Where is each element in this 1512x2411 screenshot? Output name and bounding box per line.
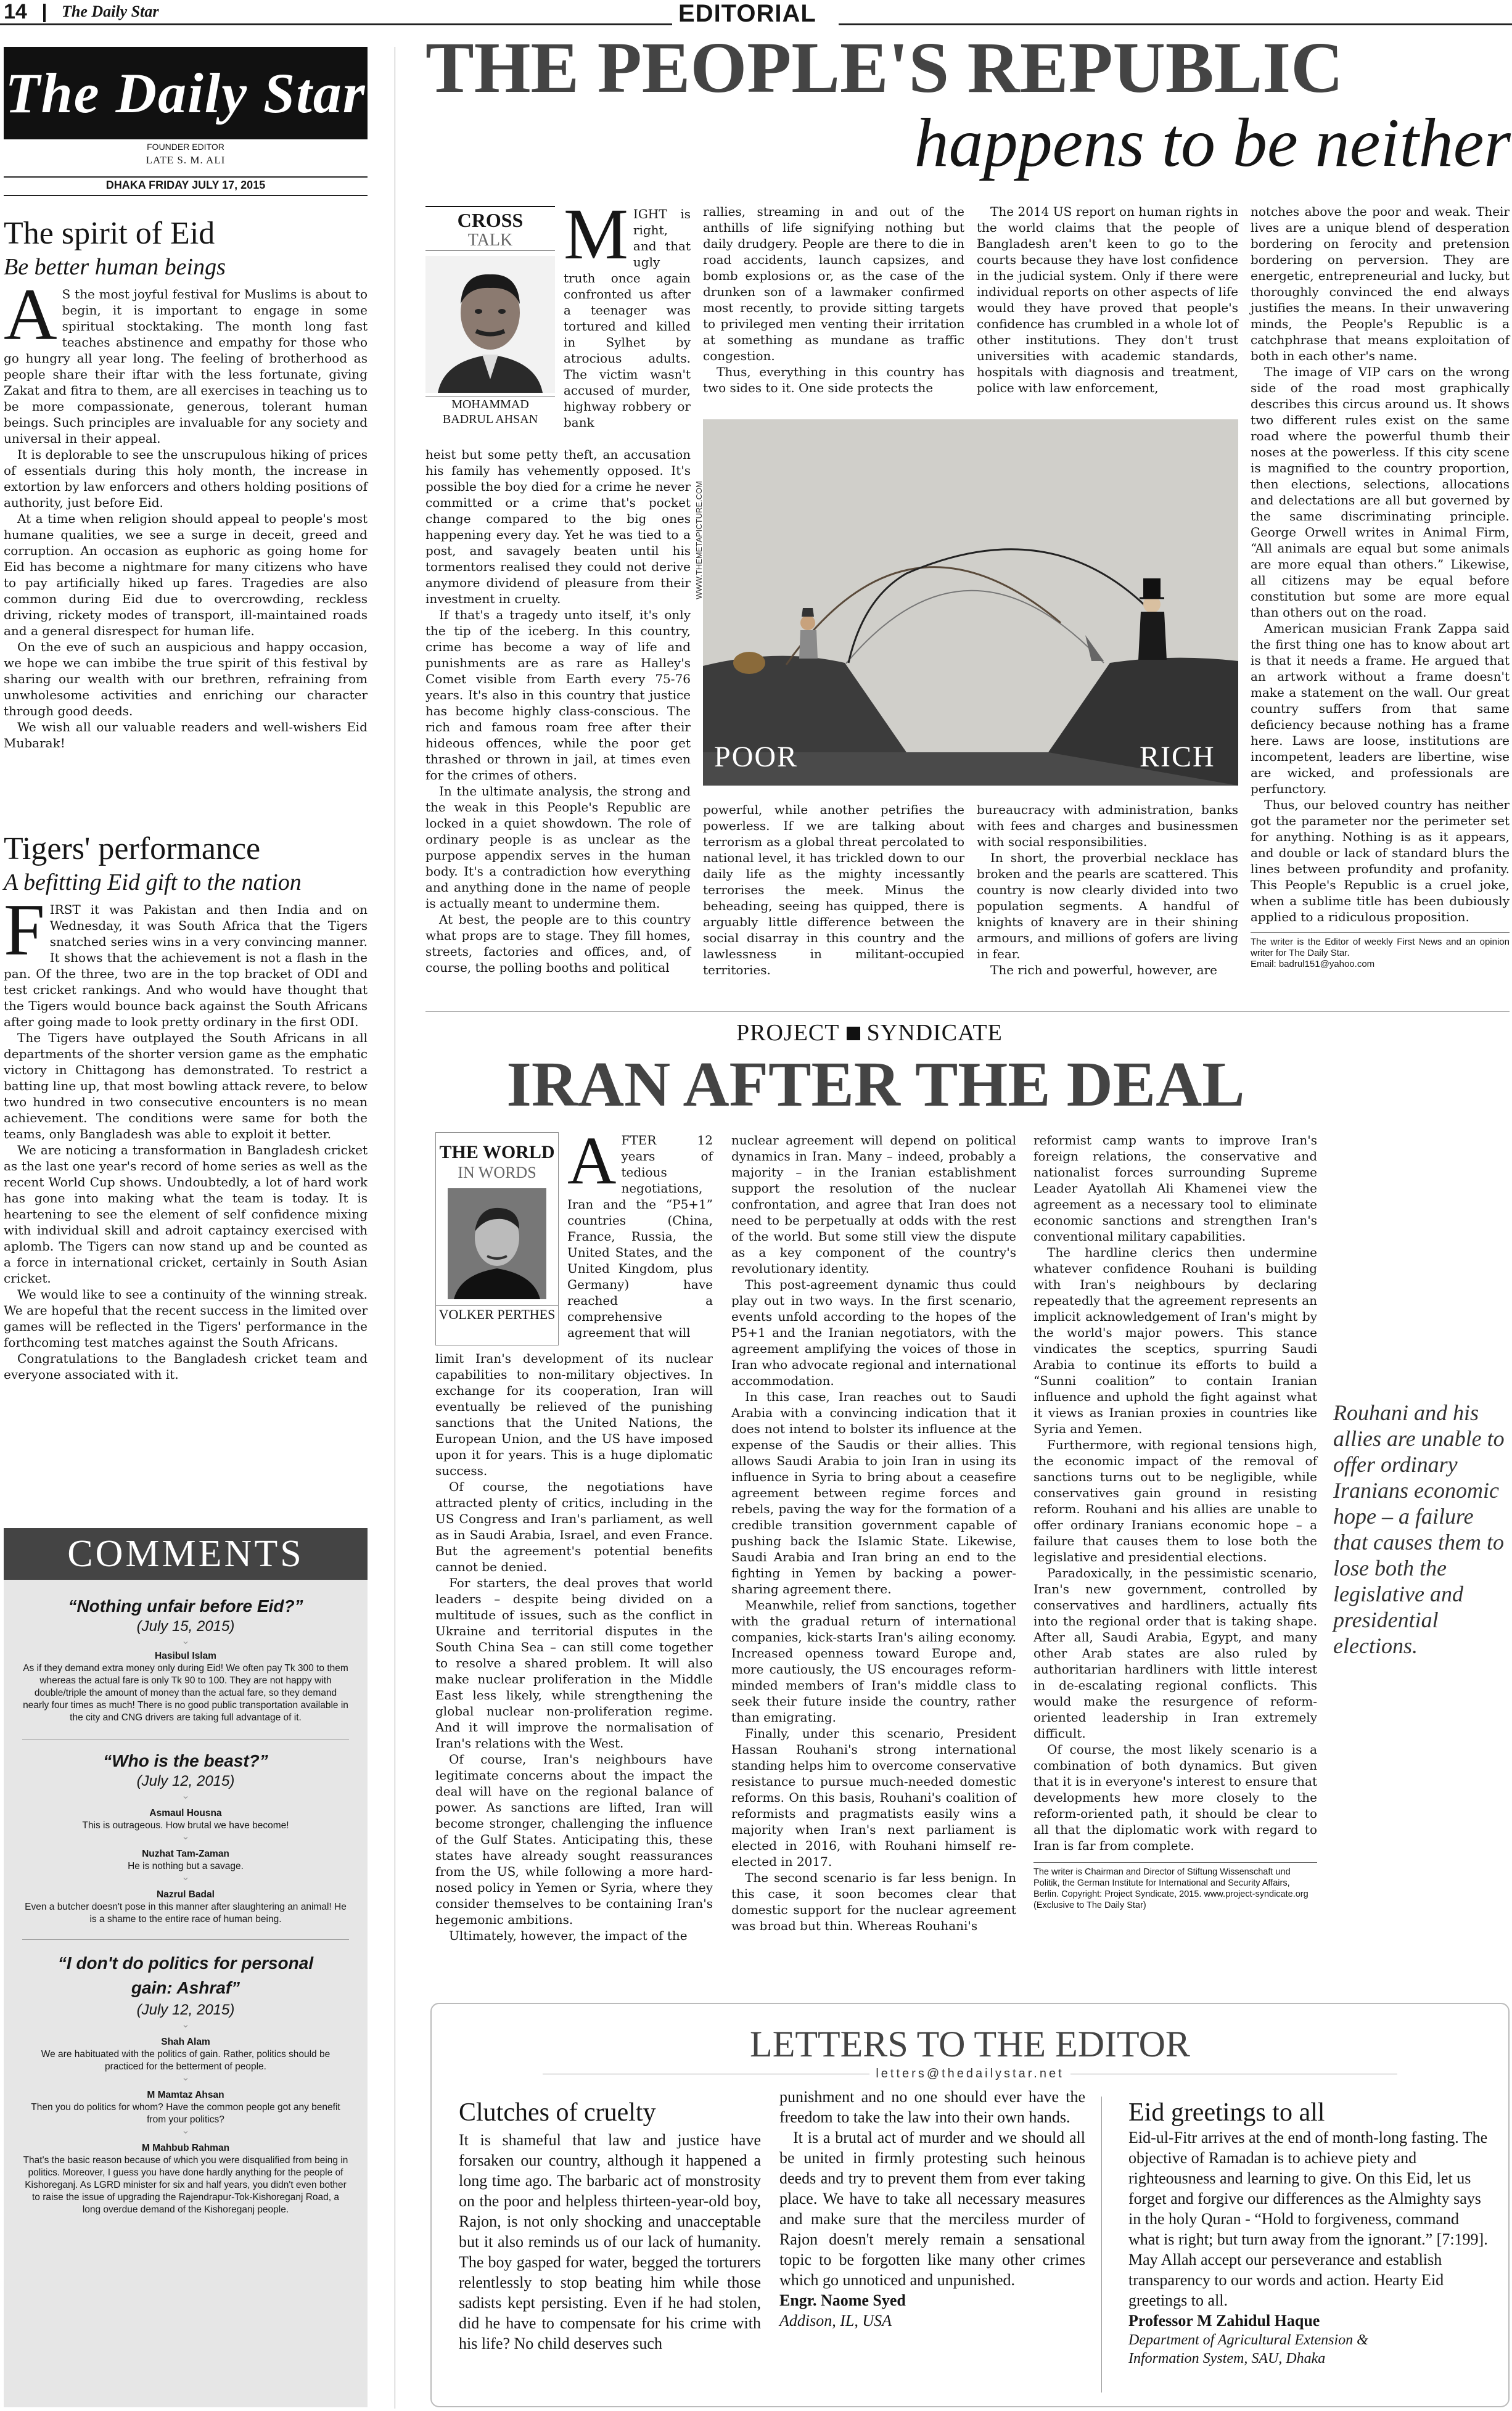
project-syndicate-logo bbox=[736, 1019, 1003, 1044]
main-para: In short, the proverbial necklace has broken and the pearls are scattered. This country is now clearly divided into two population segments. A handful of knights of knavery are in their shining armours, and millions of gofers are living in fear. bbox=[977, 850, 1238, 961]
letter-1-title: Clutches of cruelty bbox=[459, 2098, 656, 2127]
letter-2-affiliation: Department of Agricultural Extension & bbox=[1128, 2332, 1368, 2348]
masthead-logo: The Daily Star bbox=[5, 62, 366, 125]
tigers-body bbox=[4, 889, 368, 1382]
comment-text: Then you do politics for whom? Have the common people got any benefit from your politics? bbox=[31, 2102, 340, 2125]
eid-para: It is deplorable to see the unscrupulous hiking of prices of essentials during this holy month, the increase in extortion by law enforcers and others holding positions of authority, just before Eid. bbox=[4, 447, 368, 510]
main-para: rallies, streaming in and out of the anthills of life signifying nothing but daily drudgery. People are there to die in road accidents, launch capsizes, and bomb explosions or, as the case of the drunken son of a lawmaker confirmed most recently, to provide sitting targets to privileged men venting their irritation at something as mundane as traffic congestion. bbox=[703, 204, 964, 363]
chevron-down-icon: ⌄ bbox=[181, 1872, 190, 1883]
eid-subtitle: Be better human beings bbox=[4, 254, 226, 280]
tigers-para: Congratulations to the Bangladesh cricket team and everyone associated with it. bbox=[4, 1351, 368, 1382]
main-para: Thus, everything in this country has two sides to it. One side protects the bbox=[703, 364, 964, 395]
main-para: At best, the people are to this country what props are to stage. They fill homes, streets, factories and offices, and, of course, the polling booths and political bbox=[425, 912, 691, 975]
eid-para: We wish all our valuable readers and well-wishers Eid Mubarak! bbox=[4, 720, 368, 750]
tigers-para: We are noticing a transformation in Bangladesh cricket as the last one year's record of home series as well as the recent World Cup shows. Undoubtedly, a lot of hard work has gone into making what the team is today. It is heartening to see the element of self confidence mixing with individual skill and adroit captaincy exercised with aplomb. The Tigers can now stand up and be counted as a force in international cricket, certainly in South Asian cricket. bbox=[4, 1143, 368, 1286]
cross-talk-box bbox=[425, 206, 555, 442]
tigers-subtitle: A befitting Eid gift to the nation bbox=[4, 869, 302, 895]
letter-1-col1: It is shameful that law and justice have forsaken our country, although it happened a long time ago. The barbaric act of monstrosity on the poor and helpless thirteen-year-old boy, Rajon, is not only shocking and unacceptable but it also reminds us of our lack of humanity. The boy gasped for water, begged the torturers relentlessly to stop beating him while those sadists kept persisting. Even if he had stolen, did he have to compensate for his crime with his life? No child deserves such bbox=[459, 2131, 761, 2352]
comment-text: This is outrageous. How brutal we have become! bbox=[82, 1820, 289, 1831]
tigers-dropcap: F bbox=[4, 889, 45, 971]
world-in-words-box bbox=[435, 1132, 559, 1345]
eid-para: S the most joyful festival for Muslims is about to begin, it is important to engage in some spiritual stocktaking. The month long fast teaches abstinence and empathy for those who go hungry all year long. The feeling of brotherhood as people share their iftar with the less fortunate, giving Zakat and fitra to them, are all exercises in teaching us to be more compassionate, generous, tolerant human beings. Such principles are invaluable for any society and universal in their appeal. bbox=[4, 287, 368, 446]
header-rule bbox=[0, 23, 672, 25]
iran-para: reformist camp wants to improve Iran's foreign relations, the conservative and nationalist forces surrounding Supreme Leader Ayatollah Ali Khamenei view the agreement as a necessary tool to eliminate economic sanctions and strengthen Iran's conventional military capabilities. bbox=[1033, 1133, 1317, 1244]
letter-1-para: punishment and no one should ever have the freedom to take the law into their own hands. bbox=[779, 2088, 1085, 2126]
tigers-para: We would like to see a continuity of the winning streak. We are hopeful that the recent success in the limited over games will be reflected in the Tigers' performance in the forthcoming test matches against the South Africans. bbox=[4, 1287, 368, 1350]
iran-para: Furthermore, with regional tensions high, the economic impact of the removal of sanctions turns out to be negligible, while conservatives gain ground in resisting reform. Rouhani and his allies are unable to offer ordinary Iranians economic hope – a failure that causes them to lose both the legislative and presidential elections. bbox=[1033, 1437, 1317, 1564]
eid-para: On the eve of such an auspicious and happy occasion, we hope we can imbibe the true spirit of this festival by sharing our wealth with our brethren, refraining from unwholesome activities and enriching our character through good deeds. bbox=[4, 639, 368, 718]
iran-para: Meanwhile, relief from sanctions, together with the gradual return of international companies, kick-starts Iran's ailing economy. Increased openness toward Europe and, more cautiously, the US encourages reform-minded members of Iran's middle class to seek their future inside the country, rather than emigrating. bbox=[731, 1598, 1016, 1725]
main-para: If that's a tragedy unto itself, it's only the tip of the iceberg. In this country, crime has become a way of life and punishments are as rare as Halley's Comet visible from Earth every 75-76 years. It's also in this country that justice has become highly class-conscious. The rich and famous roam free after their hideous offences, while the poor get thrashed or thrown in jail, at times even for the crimes of others. bbox=[425, 607, 691, 782]
iran-para: Ultimately, however, the impact of the bbox=[449, 1928, 688, 1943]
iran-col2 bbox=[731, 1132, 1016, 1934]
iran-para: Of course, the most likely scenario is a combination of both dynamics. But given that it is in everyone's interest to ensure that developments hew more closely to the reform-oriented path, it should be clear to all that the diplomatic work with regard to Iran is far from complete. bbox=[1033, 1742, 1317, 1853]
dateline-rule-bottom bbox=[4, 195, 368, 196]
letter-2-signature: Professor M Zahidul Haque bbox=[1128, 2312, 1320, 2330]
main-col3-top bbox=[977, 203, 1238, 396]
main-para: IGHT is right, and that ugly truth once again confronted us after a teenager was tortured and killed in Sylhet by atrocious adults. The victim wasn't accused of murder, highway robbery or bank bbox=[564, 207, 691, 430]
tigers-editorial bbox=[4, 830, 368, 1382]
logo-right: SYNDICATE bbox=[866, 1020, 1003, 1046]
page-number: 14 bbox=[4, 0, 27, 23]
header-divider bbox=[43, 4, 46, 22]
iran-para: FTER 12 years of tedious negotiations, Iran and the “P5+1” countries (China, France, Russia, the United States, and the United Kingdom, plus Germany) have reached a comprehensive agreement that will bbox=[567, 1133, 713, 1340]
header-masthead: The Daily Star bbox=[62, 2, 159, 20]
letter-1-col2 bbox=[779, 2087, 1085, 2331]
header-rule-right bbox=[839, 23, 1512, 25]
column-label-2: TALK bbox=[425, 231, 555, 251]
main-para: Thus, our beloved country has neither got the parameter nor the perimeter set for anything. Nothing is as it appears, and double or lack of standard blurs the lines between profundity and profanity. This People's Republic is a cruel joke, when a sublime title has been dubiously applied to a ridiculous proposition. bbox=[1251, 797, 1510, 924]
main-bio bbox=[1251, 932, 1510, 970]
tigers-title: Tigers' performance bbox=[4, 831, 261, 866]
dateline: DHAKA FRIDAY JULY 17, 2015 bbox=[105, 179, 266, 191]
chevron-down-icon: ⌄ bbox=[181, 2126, 190, 2136]
letter-1-signature: Engr. Naome Syed bbox=[779, 2291, 906, 2309]
author-name-2: BADRUL AHSAN bbox=[442, 413, 538, 426]
iran-top-rule bbox=[425, 1011, 1510, 1012]
comment-name: Nuzhat Tam-Zaman bbox=[142, 1849, 229, 1859]
dateline-rule-top bbox=[4, 176, 368, 178]
letter-1-para: It is a brutal act of murder and we should all be united in firmly protesting such heinous deeds and try to prevent them from ever taking place. We have to take all necessary measures and make sure that the merciless murder of Rajon doesn't merely remain a sensational topic to be forgotten like many other crimes which go unnoticed and unpunished. bbox=[779, 2129, 1085, 2289]
iran-bio: The writer is Chairman and Director of Stiftung Wissenschaft und Politik, the German Institute for International and Security Affairs, Berlin. Copyright: Project Syndicate, 2015. www.project-syndicate.org (Exclusive to The Daily Star) bbox=[1033, 1862, 1317, 1911]
letter-2-body: Eid-ul-Fitr arrives at the end of month-long fasting. The objective of Ramadan is to achieve piety and righteousness and learning to give. On this Eid, let us forget and forgive our differences as the Almighty says in the holy Quran - “Hold to forgiveness, command what is right; but turn away from the ignorant.” [7:199]. May Allah accept our perseverance and establish transparency to our words and action. Hearty Eid greetings to all. bbox=[1128, 2129, 1488, 2309]
main-para: American musician Frank Zappa said the first thing one has to know about art is that it needs a frame. He argued that an artwork without a frame doesn't make a statement on the wall. Our great country suffers from that same deficiency because nothing has a frame here. Laws are loose, institutions are incompetent, leaders are libertine, wise are wicked, and professionals are perfunctory. bbox=[1251, 621, 1510, 796]
cartoon-credit: WWW.THEMETAPICTURE.COM bbox=[694, 481, 704, 599]
eid-dropcap: A bbox=[4, 273, 57, 355]
main-bio-email: Email: badrul151@yahoo.com bbox=[1251, 959, 1375, 969]
comment-name: M Mahbub Rahman bbox=[141, 2143, 230, 2153]
main-bio-text: The writer is the Editor of weekly First News and an opinion writer for The Daily Star. bbox=[1251, 937, 1510, 958]
main-para: notches above the poor and weak. Their lives are a unique blend of desperation bordering on ferocity and pretension bordering on perversion. They are energetic, entrepreneurial and lucky, but thoroughly convinced the end always justifies the means. In their unwavering minds, the People's Republic is a catchphrase that means exploitation of both in each other's name. bbox=[1251, 204, 1510, 363]
main-col3-bottom bbox=[977, 802, 1238, 978]
iran-author-photo bbox=[448, 1188, 546, 1299]
iran-para: Paradoxically, in the pessimistic scenario, Iran's new government, controlled by conservatives and hardliners, actually fits into the regional order that is taking shape. After all, Saudi Arabia, Egypt, and many other Arab states are also ruled by authoritarian hardliners with little interest in de-escalating regional conflicts. This would make the resurgence of reform-oriented leadership in Iran extremely difficult. bbox=[1033, 1566, 1317, 1741]
iran-pullquote: Rouhani and his allies are unable to offer ordinary Iranians economic hope – a failure that causes them to lose both the legislative and presidential elections. bbox=[1333, 1400, 1505, 1658]
comments-divider bbox=[22, 1939, 349, 1940]
main-headline: THE PEOPLE'S REPUBLIC bbox=[425, 27, 1344, 108]
founder-label: FOUNDER EDITOR bbox=[147, 142, 224, 152]
letter-2 bbox=[1128, 2098, 1490, 2368]
cartoon bbox=[694, 419, 1238, 786]
author-name: MOHAMMAD bbox=[425, 396, 555, 412]
main-para: heist but some petty theft, an accusation his family has vehemently opposed. It's possible the boy died for a crime he never committed or a crime that's pocket change compared to the big ones happening every day. Yet he was tied to a post, and savagely beaten until his tormentors realised they could not derive anymore dividend of pleasure from their investment in cruelty. bbox=[425, 447, 691, 606]
iran-para: Finally, under this scenario, President Hassan Rouhani's strong international standing helps him to overcome conservative resistance to pursue much-needed domestic reforms. On this basis, Rouhani's coalition of reformists and pragmatists easily wins a majority when Iran's next parliament is elected in 2016, with Rouhani himself re-elected in 2017. bbox=[731, 1726, 1016, 1869]
main-para: The 2014 US report on human rights in the world claims that the people of Bangladesh aren't keen to go to the courts because they have lost confidence in the judicial system. Only if there were individual reports on other aspects of life would they have proved that people's confidence has crumbled in a whole lot of other institutions. They don't trust universities with academic standards, hospitals with diagnosis and treatment, police with law enforcement, bbox=[977, 204, 1238, 395]
letter-2-affiliation-2: Information System, SAU, Dhaka bbox=[1128, 2351, 1326, 2367]
tigers-para: IRST it was Pakistan and then India and on Wednesday, it was South Africa that the Tigers snatched series wins in a very convincing manner. It shows that the achievement is not a flash in the pan. Of the three, two are in the top bracket of ODI and test cricket rankings. And who would have thought that the Tigers would bounce back against the South Africans after going made to look pretty ordinary in the first ODI. bbox=[4, 902, 368, 1029]
chevron-down-icon: ⌄ bbox=[181, 1791, 190, 1801]
chevron-down-icon: ⌄ bbox=[181, 1831, 190, 1842]
iran-column-label-2: IN WORDS bbox=[458, 1164, 536, 1181]
main-para: The image of VIP cars on the wrong side of the road most graphically describes this circus around us. It shows two different rules exist on the same road where the powerful thumb their noses at the powerless. If this city scene is magnified to the country proportion, then elections, selections, allocations and delectations are all but governed by the same discriminating principle. George Orwell writes in Animal Firm, “All animals are equal but some animals are more equal than others.” Likewise, all citizens may be equal before constitution but some are more equal than others out on the road. bbox=[1251, 364, 1510, 620]
letters-email: letters@thedailystar.net bbox=[876, 2067, 1064, 2080]
tigers-para: The Tigers have outplayed the South Africans in all departments of the shorter version game as the emphatic victory in Chittagong has demonstrated. To restrict a batting line up, that most bowling attack revere, to below two hundred in two consecutive encounters is no mean achievement. The conditions were same for both the teams, only Bangladesh was able to exploit it better. bbox=[4, 1030, 368, 1141]
iran-para: nuclear agreement will depend on political dynamics in Iran. Many – indeed, probably a majority – in the Iranian establishment support the resolution of the nuclear confrontation, and agree that Iran does not need to be perpetually at odds with the rest of the world. But some still view the dispute as a key component of the country's revolutionary identity. bbox=[731, 1133, 1016, 1276]
masthead bbox=[4, 47, 368, 139]
cartoon-illustration bbox=[703, 419, 1238, 786]
iran-para: Of course, the negotiations have attracted plenty of critics, including in the US Congress and Iran's parliament, as well as in Saudi Arabia, Israel, and even France. But the agreement's potential benefits cannot be denied. bbox=[435, 1479, 713, 1574]
iran-para: In this case, Iran reaches out to Saudi Arabia with a convincing indication that it does not intend to bolster its influence at the expense of the Saudis or their allies. This allows Saudi Arabia to join Iran in using its influence in Syria to bring about a ceasefire agreement between regime forces and rebels, paving the way for the formation of a credible transition government capable of pushing back the Islamic State. Likewise, Saudi Arabia and Iran bring an end to the fighting in Yemen by backing a power-sharing agreement there. bbox=[731, 1389, 1016, 1596]
iran-para: This post-agreement dynamic thus could play out in two ways. In the first scenario, events unfold according to the hopes of the P5+1 and the Iranian negotiators, with the agreement amplifying the voices of those in Iran who advocate regional and international accommodation. bbox=[731, 1277, 1016, 1388]
comment-text: He is nothing but a savage. bbox=[128, 1861, 244, 1871]
letters-divider bbox=[1101, 2097, 1102, 2393]
main-col2-top bbox=[703, 203, 964, 396]
iran-para: The hardline clerics then undermine whatever confidence Rouhani is building with Iran's neighbours by declaring repeatedly that the agreement represents an implicit acknowledgement of Iran's might by the world's major powers. This stance vindicates the sceptics, spurring Saudi Arabia to continue its efforts to build a “Sunni coalition” to contain Iranian influence and uphold the fight against what it views as Iranian proxies in countries like Syria and Yemen. bbox=[1033, 1245, 1317, 1436]
comment-name: Nazrul Badal bbox=[157, 1889, 215, 1900]
main-para: In the ultimate analysis, the strong and the weak in this People's Republic are locked in a quiet showdown. The role of ordinary people is as unclear as the purpose appendix serves in the human body. It's a contradiction how everything and anything done in the name of people is actually meant to undermine them. bbox=[425, 784, 691, 911]
eid-title: The spirit of Eid bbox=[4, 216, 215, 251]
main-subheadline: happens to be neither bbox=[914, 105, 1511, 181]
comment-headline: “Who is the beast?” bbox=[103, 1751, 268, 1770]
chevron-down-icon: ⌄ bbox=[181, 2019, 190, 2030]
eid-body bbox=[4, 273, 368, 751]
main-para: powerful, while another petrifies the powerless. If we are talking about terrorism as a global threat percolated to national level, it has trickled down to our daily life as the mighty incessantly terrorises the meek. Minus the beheading, seeing has quipped, there is arguably little difference between the social disarray in this country and the lawlessness in militant-occupied territories. bbox=[703, 802, 964, 977]
logo-left: PROJECT bbox=[736, 1020, 840, 1046]
logo-square-icon bbox=[847, 1027, 860, 1040]
page-header bbox=[0, 0, 1512, 25]
letters-email-row bbox=[543, 2067, 1397, 2081]
eid-para: At a time when religion should appeal to people's most humane qualities, we see a surge in deceit, greed and corruption. An occasion as euphoric as going home for Eid has become a nightmare for many citizens who have to pay artificially hiked up fares. Tragedies are also common during Eid due to overcrowding, reckless driving, rickety modes of transport, ill-maintained roads and a general disrespect for human life. bbox=[4, 511, 368, 638]
letters-heading: LETTERS TO THE EDITOR bbox=[750, 2024, 1190, 2064]
author-photo bbox=[425, 256, 555, 393]
cartoon-label-poor: POOR bbox=[714, 741, 799, 773]
iran-author: VOLKER PERTHES bbox=[436, 1305, 558, 1323]
main-col4 bbox=[1251, 203, 1510, 970]
iran-col1 bbox=[435, 1123, 713, 1944]
iran-dropcap: A bbox=[567, 1123, 617, 1198]
chevron-down-icon: ⌄ bbox=[181, 1636, 190, 1646]
comment-name: Shah Alam bbox=[161, 2037, 210, 2047]
eid-editorial bbox=[4, 215, 368, 751]
comment-name: Asmaul Housna bbox=[149, 1808, 222, 1818]
comment-headline: “I don't do politics for personal gain: Ashraf” bbox=[57, 1953, 314, 1997]
chevron-down-icon: ⌄ bbox=[181, 2072, 190, 2083]
iran-col3 bbox=[1033, 1132, 1317, 1911]
main-para: The rich and powerful, however, are bbox=[990, 963, 1217, 977]
section-label: EDITORIAL bbox=[678, 0, 816, 27]
comment-text: As if they demand extra money only during Eid! We often pay Tk 300 to them whereas the actual fare is only Tk 90 to 100. They are not happy with double/triple the amount of money than the actual fare, so they demand nearly four times as much! There is no good public transportation available in the city and CNG drivers are taking full advantage of it. bbox=[23, 1663, 348, 1723]
comment-name: M Mamtaz Ahsan bbox=[147, 2090, 224, 2100]
comments-heading: COMMENTS bbox=[4, 1528, 368, 1580]
letter-2-title: Eid greetings to all bbox=[1128, 2098, 1325, 2127]
iran-para: limit Iran's development of its nuclear capabilities to non-military objectives. In exchange for its cooperation, Iran will eventually be relieved of the punishing sanctions that the United Nations, the European Union, and the US have imposed upon it for years. This is a huge diplomatic success. bbox=[435, 1351, 713, 1478]
cartoon-label-rich: RICH bbox=[1140, 741, 1215, 773]
iran-para: The second scenario is far less benign. In this case, it soon becomes clear that domestic support for the nuclear agreement was broad but thin. Whereas Rouhani's bbox=[731, 1870, 1016, 1933]
comment-date: (July 15, 2015) bbox=[136, 1618, 235, 1635]
letter-1-location: Addison, IL, USA bbox=[779, 2312, 892, 2330]
comment-text: We are habituated with the politics of gain. Rather, politics should be practiced for the betterment of people. bbox=[41, 2049, 331, 2072]
comment-date: (July 12, 2015) bbox=[136, 2002, 235, 2018]
comment-date: (July 12, 2015) bbox=[136, 1773, 235, 1789]
comment-text: That's the basic reason because of which you were disqualified from being in politics. Moreover, I guess you have done hardly anything for the people of Kishoreganj. As LGRD minister for six and half years, you didn't even bother to raise the issue of upgrading the Rajendrapur-Tok-Kishoreganj Road, a long overdue demand of the Kishoreganj people. bbox=[23, 2155, 348, 2215]
iran-column-label: THE WORLD bbox=[439, 1142, 555, 1162]
comment-text: Even a butcher doesn't pose in this manner after slaughtering an animal! He is a shame to the entire race of human being. bbox=[25, 1902, 347, 1924]
main-col2-bottom bbox=[703, 802, 964, 978]
main-dropcap: M bbox=[564, 194, 628, 274]
iran-headline: IRAN AFTER THE DEAL bbox=[506, 1049, 1245, 1120]
comments-box bbox=[4, 1528, 368, 2407]
main-col1 bbox=[425, 194, 691, 975]
comment-name: Hasibul Islam bbox=[155, 1651, 216, 1661]
column-label: CROSS bbox=[425, 206, 555, 231]
founder-name: LATE S. M. ALI bbox=[146, 154, 226, 166]
main-para: bureaucracy with administration, banks with fees and charges and businessmen with social responsibilities. bbox=[977, 802, 1238, 849]
comment-headline: “Nothing unfair before Eid?” bbox=[68, 1596, 303, 1616]
letter-1 bbox=[459, 2088, 1085, 2352]
iran-para: Of course, Iran's neighbours have legitimate concerns about the impact the deal will have on the regional balance of power. As sanctions are lifted, Iran will become stronger, challenging the influence of the Gulf States. Anticipating this, these states have already sought reassurances from the US, while following a more hard-nosed policy in Yemen or Syria, where they consider themselves to be containing Iran's hegemonic ambitions. bbox=[435, 1752, 713, 1927]
letters-box bbox=[430, 2003, 1510, 2407]
iran-para: For starters, the deal proves that world leaders – despite being divided on a multitude of issues, such as the conflict in Ukraine and territorial disputes in the South China Sea – can still come together to resolve a shared problem. It will also make nuclear proliferation in the Middle East less likely, while strengthening the global nuclear non-proliferation regime. And it will improve the normalisation of Iran's relations with the West. bbox=[435, 1575, 713, 1751]
